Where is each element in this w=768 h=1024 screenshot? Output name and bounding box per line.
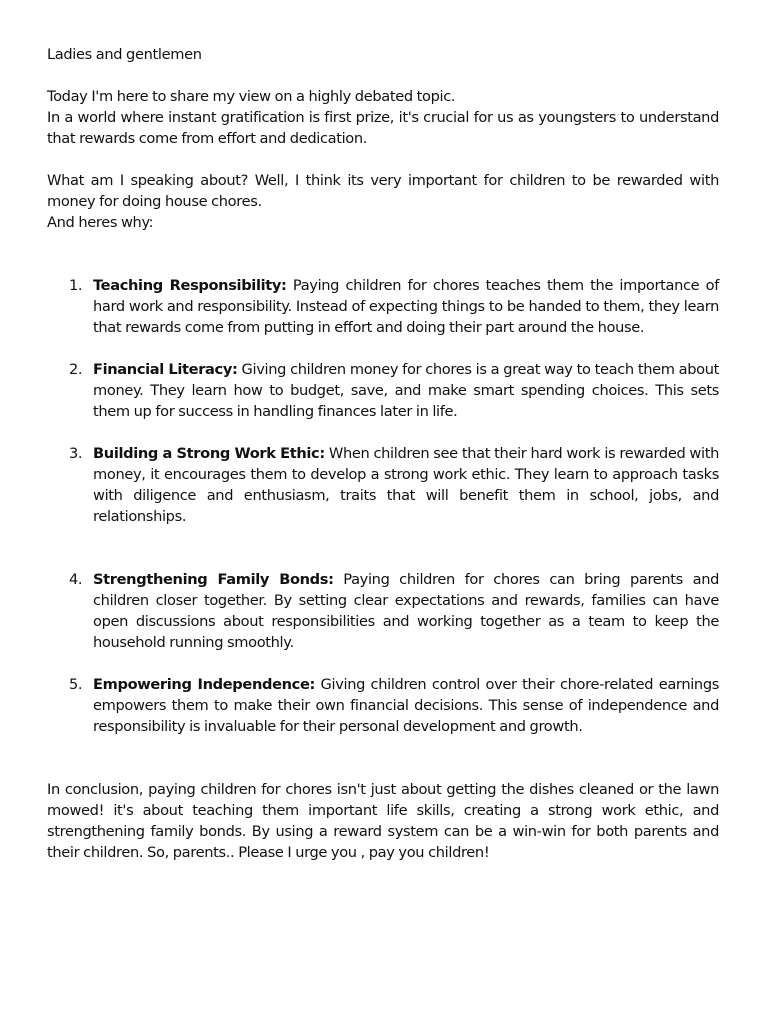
spacer: [47, 737, 719, 758]
reasons-list: [47, 275, 719, 737]
reason-title: Strengthening Family Bonds:: [93, 571, 334, 588]
spacer: [47, 233, 719, 254]
spacer: [47, 548, 719, 569]
list-number: 2.: [69, 361, 83, 378]
list-number: 3.: [69, 445, 83, 462]
reason-title: Financial Literacy:: [93, 361, 238, 378]
reason-title: Teaching Responsibility:: [93, 277, 287, 294]
reason-body: Giving children control over their chore-related earnings empowers them to make their own financial decisions. This sense of independence and responsibility is invaluable for their personal development and growth.: [93, 676, 719, 735]
spacer: [47, 254, 719, 275]
list-item: [47, 443, 719, 527]
reason-body: Paying children for chores teaches them the importance of hard work and responsibility. Instead of expecting things to be handed to them, they learn that rewards come from putting in effort and doing their part around the house.: [93, 277, 719, 336]
thesis-text: What am I speaking about? Well, I think its very important for children to be rewarded with money for doing house chores.: [47, 172, 719, 210]
greeting: Ladies and gentlemen: [47, 46, 202, 63]
reason-body: When children see that their hard work is rewarded with money, it encourages them to develop a strong work ethic. They learn to approach tasks with diligence and enthusiasm, traits that will benefit them in school, jobs, and relationships.: [93, 445, 719, 525]
conclusion: In conclusion, paying children for chores isn't just about getting the dishes cleaned or the lawn mowed! it's about teaching them important life skills, creating a strong work ethic, and strengthening family bonds. By using a reward system can be a win-win for both parents and their children. So, parents.. Please I urge you , pay you children!: [47, 781, 719, 861]
spacer: [47, 758, 719, 779]
reason-body: Paying children for chores can bring parents and children closer together. By setting clear expectations and rewards, families can have open discussions about responsibilities and working together as a team to keep the household running smoothly.: [93, 571, 720, 651]
list-item: [47, 359, 719, 422]
spacer: [47, 653, 719, 674]
spacer: [47, 149, 719, 170]
reason-title: Building a Strong Work Ethic:: [93, 445, 325, 462]
spacer: [47, 338, 719, 359]
list-number: 5.: [69, 676, 83, 693]
reason-title: Empowering Independence:: [93, 676, 316, 693]
spacer: [47, 422, 719, 443]
thesis-lead: And heres why:: [47, 214, 154, 231]
intro-line-2: In a world where instant gratification is first prize, it's crucial for us as youngsters to understand that rewards come from effort and dedication.: [47, 109, 719, 147]
reason-body: Giving children money for chores is a great way to teach them about money. They learn how to budget, save, and make smart spending choices. This sets them up for success in handling finances later in life.: [93, 361, 719, 420]
list-number: 4.: [69, 571, 83, 588]
list-number: 1.: [69, 277, 83, 294]
list-item: [47, 275, 719, 338]
spacer: [47, 65, 719, 86]
spacer: [47, 527, 719, 548]
list-item: [47, 674, 719, 737]
intro-line-1: Today I'm here to share my view on a highly debated topic.: [47, 88, 456, 105]
document-page: [47, 44, 719, 863]
list-item: [47, 569, 719, 653]
